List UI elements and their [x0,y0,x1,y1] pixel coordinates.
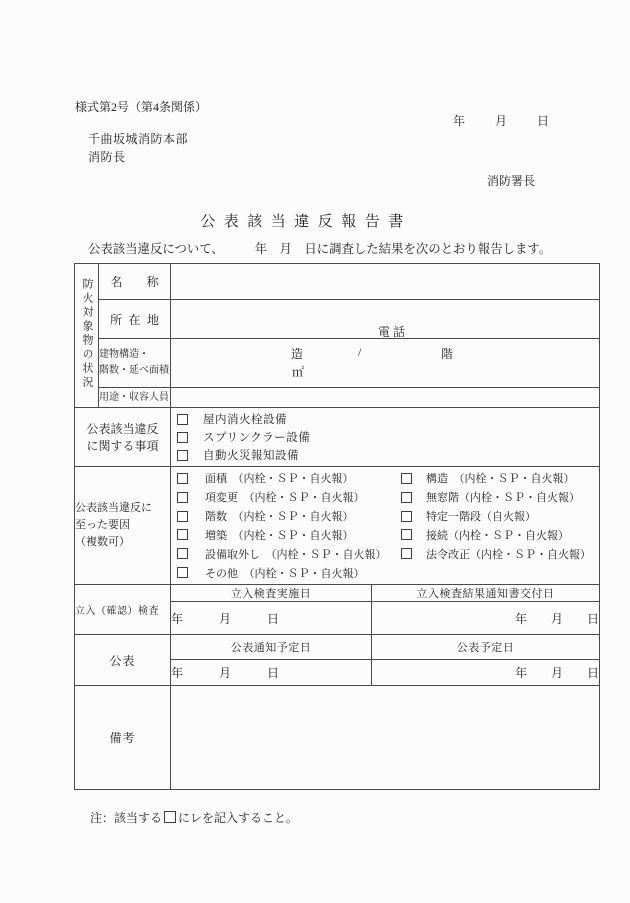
checkbox-label-area: 面積 （内栓・ＳＰ・自火報） [205,473,354,486]
header-publication-planned-date: 公表予定日 [372,635,600,660]
field-remarks-value [171,686,600,790]
checkbox-other[interactable] [177,567,188,578]
checkbox-legal-revision[interactable] [401,548,412,559]
checkbox-structure[interactable] [401,473,412,484]
field-inspection-result-notice-date: 年 月 日 [372,602,600,635]
checkbox-label-other: その他 （内栓・ＳＰ・自火報） [205,567,365,580]
label-structure-line2: 階数・延べ面積 [99,365,169,376]
structure-built-suffix: 造 [291,347,304,361]
field-address-value [171,300,600,339]
footnote-prefix: 注：該当する [90,810,163,825]
checkbox-category-change[interactable] [177,492,188,503]
factor-row [171,546,599,562]
field-publication-notice-planned-date: 年 月 日 [171,660,372,686]
checkbox-label-floor-count: 階数 （内栓・ＳＰ・自火報） [205,511,354,524]
label-violation-related-items: 公表該当違反 に関する事項 [75,408,171,467]
label-phone: 電 話 [378,325,406,339]
checkbox-indoor-hydrant[interactable] [177,414,188,425]
checkbox-windowless-floor[interactable] [401,492,412,503]
addressee-title: 消防長 [88,150,126,164]
header-publication-notice-planned-date: 公表通知予定日 [171,635,372,660]
checkbox-auto-fire-alarm[interactable] [177,450,188,461]
label-name: 名 称 [99,264,171,300]
field-publication-planned-date: 年 月 日 [372,660,600,686]
checkbox-area[interactable] [177,473,188,484]
document-title: 公表該当違反報告書 [200,214,412,230]
footnote-suffix: にレを記入すること。 [178,810,299,825]
checkbox-connection[interactable] [401,529,412,540]
label-remarks: 備考 [75,686,171,790]
label-structure-floors-area [99,339,171,388]
factor-row [171,527,599,543]
checkbox-label-sprinkler-equipment: スプリンクラー設備 [203,432,311,444]
sender-title: 消防署長 [487,174,536,188]
checkbox-glyph [164,811,176,823]
checkbox-extension[interactable] [177,529,188,540]
violation-item-row [171,411,599,427]
label-structure-line1: 建物構造・ [99,349,149,360]
checkbox-label-equipment-removal: 設備取外し （内栓・ＳＰ・自火報） [205,548,387,561]
checkbox-label-indoor-hydrant: 屋内消火栓設備 [203,414,287,426]
checkbox-floor-count[interactable] [177,511,188,522]
factor-row [171,565,599,581]
factor-row [171,470,599,486]
checkbox-sprinkler-equipment[interactable] [177,432,188,443]
factor-row [171,508,599,524]
factor-row [171,489,599,505]
structure-floors-suffix: 階 [441,347,454,361]
checkbox-specified-single-stairway[interactable] [401,511,412,522]
label-use-capacity: 用途・収容人員 [99,388,171,408]
addressee-organization: 千曲坂城消防本部 [88,132,189,146]
report-date-line: 年 月 日 [453,114,552,128]
field-name-value [171,264,600,300]
form-number: 様式第2号（第4条関係） [75,100,208,114]
footnote [78,797,298,839]
field-inspection-date: 年 月 日 [171,602,372,635]
header-inspection-result-notice-date: 立入検査結果通知書交付日 [372,585,600,602]
group-label-text: 防火対象物の状況 [81,277,93,390]
structure-area-unit: ㎡ [292,365,305,379]
checkbox-label-legal-revision: 法令改正（内栓・ＳＰ・自火報） [426,548,591,561]
group-label-fire-protection-object-status [75,264,99,408]
structure-slash: / [358,345,362,359]
checkbox-label-specified-single-stairway: 特定一階段（自火報） [426,511,536,524]
intro-sentence: 公表該当違反について、 年 月 日に調査した結果を次のとおり報告します。 [88,242,552,256]
checkbox-label-connection: 接続（内栓・ＳＰ・自火報） [426,529,569,542]
checkbox-label-structure: 構造 （内栓・ＳＰ・自火報） [426,473,575,486]
field-violation-factors [171,467,600,585]
checkbox-label-category-change: 項変更 （内栓・ＳＰ・自火報） [205,492,365,505]
header-inspection-date: 立入検査実施日 [171,585,372,602]
label-onsite-inspection: 立入（確認）検査 [75,585,171,635]
checkbox-label-extension: 増築 （内栓・ＳＰ・自火報） [205,529,354,542]
checkbox-equipment-removal[interactable] [177,548,188,559]
checkbox-label-windowless-floor: 無窓階（内栓・ＳＰ・自火報） [426,492,580,505]
field-structure-value [171,339,600,388]
violation-item-row [171,447,599,463]
label-address: 所在地 [99,300,171,339]
field-violation-related-items [171,408,600,467]
violation-item-row [171,429,599,445]
report-form-table [74,263,600,790]
checkbox-label-auto-fire-alarm: 自動火災報知設備 [203,450,299,462]
field-use-capacity-value [171,388,600,408]
label-publication: 公表 [75,635,171,686]
label-violation-factors: 公表該当違反に 至った要因 （複数可） [75,467,171,585]
